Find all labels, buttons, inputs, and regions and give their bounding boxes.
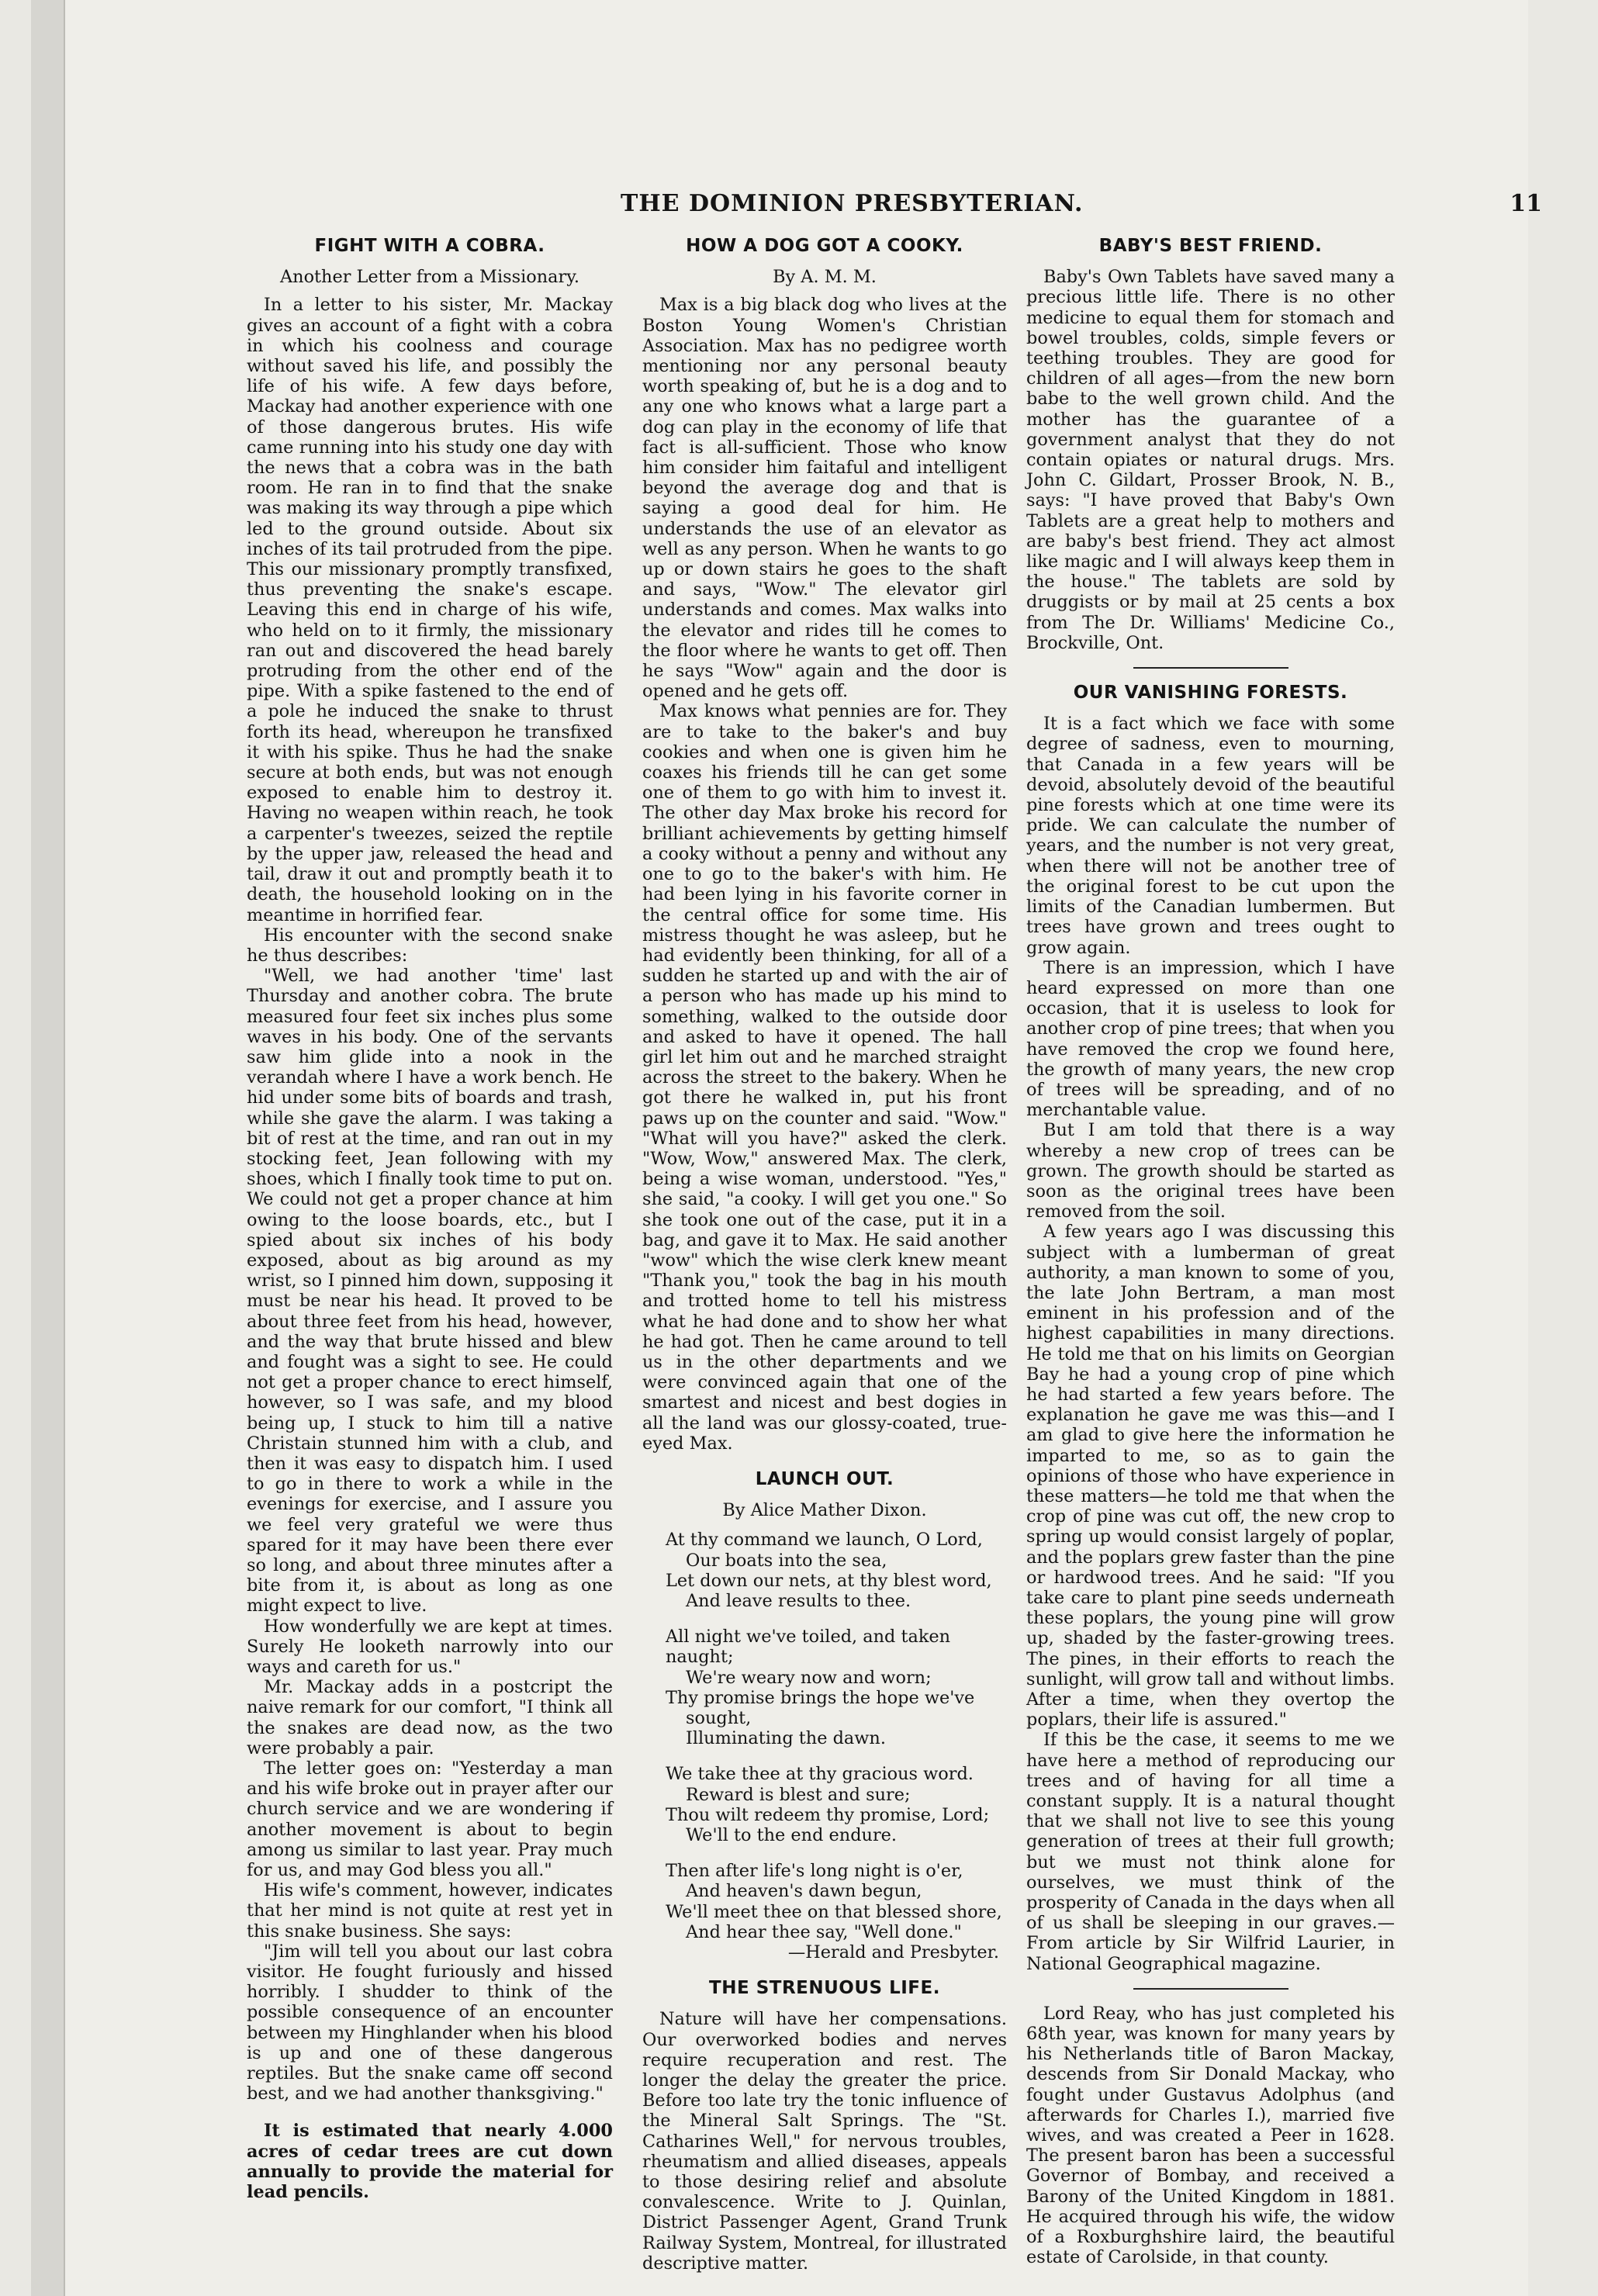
paragraph: It is a fact which we face with some degree of sadness, even to mourning, that Canada in a few years will be devoid, absolutely devoid of the beautiful pine forests which at one time were its pride. We can calculate the number of years, and the number is not very great, when there will not be another tree of the original forest to be cut upon the limits of the Canadian lumbermen. But trees have grown and trees ought to grow again. xyxy=(1026,714,1395,958)
column-1 xyxy=(247,229,613,2215)
stanza xyxy=(666,1764,1007,1845)
poem-line: We take thee at thy gracious word. xyxy=(666,1764,974,1785)
page-header xyxy=(264,190,1598,229)
paragraph: His wife's comment, however, indicates that her mind is not quite at rest yet in this snake business. She says: xyxy=(247,1880,613,1942)
poem-line: Then after life's long night is o'er, xyxy=(666,1861,963,1882)
poem-line: We're weary now and worn; xyxy=(686,1667,932,1688)
poem-credit: —Herald and Presbyter. xyxy=(787,1942,999,1963)
paragraph: Mr. Mackay adds in a postcript the naive remark for our comfort, "I think all the snakes are dead now, as the two were probably a pair. xyxy=(247,1677,613,1758)
poem-line: Thou wilt redeem thy promise, Lord; xyxy=(666,1804,990,1825)
stanza xyxy=(666,1861,1007,1962)
poem-line: And heaven's dawn begun, xyxy=(686,1881,922,1902)
stanza xyxy=(666,1530,1007,1611)
poem-title: LAUNCH OUT. xyxy=(755,1468,894,1489)
poem-line: And leave results to thee. xyxy=(686,1591,911,1611)
byline: By A. M. M. xyxy=(773,267,877,288)
newspaper-page xyxy=(31,0,1542,2296)
article-title-baby: BABY'S BEST FRIEND. xyxy=(1098,236,1323,256)
poem-line: Illuminating the dawn. xyxy=(686,1728,886,1749)
poem-line: sought, xyxy=(686,1708,752,1729)
divider-rule xyxy=(1133,1988,1288,1990)
paragraph: "Jim will tell you about our last cobra visitor. He fought furiously and hissed horribly. I shudder to think of the possible consequence of an encounter between my Hinghlander when his blood is up and one of these dangerous reptiles. But the snake came off second best, and we had another thanksgiving." xyxy=(247,1941,613,2104)
article-title-strenuous: THE STRENUOUS LIFE. xyxy=(709,1978,940,1999)
poem-line: Thy promise brings the hope we've xyxy=(666,1687,975,1708)
paragraph: But I am told that there is a way whereby a new crop of trees can be grown. The growth should be started as soon as the original trees have been removed from the soil. xyxy=(1026,1120,1395,1222)
poem-line: Our boats into the sea, xyxy=(686,1550,887,1571)
page-number: 11 xyxy=(1510,190,1542,217)
binding-edge xyxy=(31,0,65,2296)
paragraph: Max knows what pennies are for. They are to take to the baker's and buy cookies and when one is given him he coaxes his friends till he can get some one of them to go with him to invest it. The other day Max broke his record for brilliant achievements by getting himself a cooky without a penny and without any one to go to the baker's with him. He had been lying in his favorite corner in the central office for some time. His mistress thought he was asleep, but he had evidently been thinking, for all of a sudden he started up and with the air of a person who has made up his mind to something, walked to the outside door and asked to have it opened. The hall girl let him out and he marched straight across the street to the bakery. When he got there he walked in, put his front paws up on the counter and said. "Wow." "What will you have?" asked the clerk. "Wow, Wow," answered Max. The clerk, being a wise woman, understood. "Yes," she said, "a cooky. I will get you one." So she took one out of the case, put it in a bag, and gave it to Max. He said another "wow" which the wise clerk knew meant "Thank you," took the bag in his mouth and trotted home to tell his mistress what he had done and to show her what he had got. Then he came around to tell us in the other departments and we were convinced again that one of the smartest and nicest and best dogies in all the land was our glossy-coated, true-eyed Max. xyxy=(642,701,1007,1454)
paragraph: In a letter to his sister, Mr. Mackay gives an account of a fight with a cobra in which his coolness and courage without saved his life, and possibly the life of his wife. A few days before, Mackay had another experience with one of those dangerous brutes. His wife came running into his study one day with the news that a cobra was in the bath room. He ran in to find that the snake was making its way through a pipe which led to the ground outside. About six inches of its tail protruded from the pipe. This our missionary promptly transfixed, thus preventing the snake's escape. Leaving this end in charge of his wife, who held on to it firmly, the missionary ran out and discovered the head barely protruding from the other end of the pipe. With a spike fastened to the end of a pole he induced the snake to thrust forth its head, whereupon he transfixed it with his spike. Thus he had the snake secure at both ends, but was not enough exposed to enable him to destroy it. Having no weapen within reach, he took a carpenter's tweezes, seized the reptile by the upper jaw, released the head and tail, draw it out and promptly beath it to death, the household looking on in the meantime in horrified fear. xyxy=(247,295,613,925)
paragraph: How wonderfully we are kept at times. Surely He looketh narrowly into our ways and careth for us." xyxy=(247,1616,613,1678)
paragraph: If this be the case, it seems to me we have here a method of reproducing our trees and of having for all time a constant supply. It is a natural thought that we shall not live to see this young generation of trees at their full growth; but we must not think alone for ourselves, we must think of the prosperity of Canada in the days when all of us shall be sleeping in our graves.—From article by Sir Wilfrid Laurier, in National Geographical magazine. xyxy=(1026,1730,1395,1974)
poem-line: Reward is blest and sure; xyxy=(686,1784,911,1805)
paragraph: Nature will have her compensations. Our overworked bodies and nerves require recuperation and rest. The longer the delay the greater the price. Before too late try the tonic influence of the Mineral Salt Springs. The "St. Catharines Well," for nervous troubles, rheumatism and allied diseases, appeals to those desiring relief and absolute convalescence. Write to J. Quinlan, District Passenger Agent, Grand Trunk Railway System, Montreal, for illustrated descriptive matter. xyxy=(642,2009,1007,2274)
poem-line: We'll to the end endure. xyxy=(686,1825,898,1846)
article-title-cobra: FIGHT WITH A COBRA. xyxy=(314,236,545,256)
stanza xyxy=(666,1627,1007,1748)
poem-line: And hear thee say, "Well done." xyxy=(686,1921,962,1942)
paragraph: The letter goes on: "Yesterday a man and his wife broke out in prayer after our church service and we are wondering if another movement is about to begin among us similar to last year. Pray much for us, and may God bless you all." xyxy=(247,1758,613,1881)
filler-note: It is estimated that nearly 4.000 acres of cedar trees are cut down annually to provide the material for lead pencils. xyxy=(247,2121,613,2203)
column-2 xyxy=(642,229,1007,2274)
paragraph: Max is a big black dog who lives at the Boston Young Women's Christian Association. Max has no pedigree worth mentioning nor any personal beauty worth speaking of, but he is a dog and to any one who knows what a large part a dog can play in the economy of life that fact is all-sufficient. Those who know him consider him faitaful and intelligent beyond the average dog and that is saying a good deal for him. He understands the use of an elevator as well as any person. When he wants to go up or down stairs he goes to the shaft and says, "Wow." The elevator girl understands and comes. Max walks into the elevator and rides till he comes to the floor where he wants to get off. Then he says "Wow" again and the door is opened and he gets off. xyxy=(642,295,1007,702)
paragraph: "Well, we had another 'time' last Thursday and another cobra. The brute measured four feet six inches plus some waves in his body. One of the servants saw him glide into a nook in the verandah where I have a work bench. He hid under some bits of boards and trash, while she gave the alarm. I was taking a bit of rest at the time, and ran out in my stocking feet, Jean following with my shoes, which I finally took time to put on. We could not get a proper chance at him owing to the loose boards, etc., but I spied about six inches of his body exposed, about as big around as my wrist, so I pinned him down, supposing it must be near his head. It proved to be about three feet from his head, however, and the way that brute hissed and blew and fought was a sight to see. He could not get a proper chance to erect himself, however, so I was safe, and my blood being up, I stuck to him till a native Christain stunned him with a club, and then it was easy to dispatch him. I used to go in there to work a while in the evenings for exercise, and I assure you we feel very grateful we were thus spared for it may have been there ever so long, and about three minutes after a bite from it, is about as long as one might expect to live. xyxy=(247,966,613,1617)
poem xyxy=(642,1530,1007,1962)
paragraph: Lord Reay, who has just completed his 68th year, was known for many years by his Netherlands title of Baron Mackay, descends from Sir Donald Mackay, who fought under Gustavus Adolphus (and afterwards for Charles I.), married five wives, and was created a Peer in 1628. The present baron has been a successful Governor of Bombay, and received a Barony of the United Kingdom in 1881. He acquired through his wife, the widow of a Roxburghshire laird, the beautiful estate of Carolside, in that county. xyxy=(1026,2003,1395,2268)
article-title-dog: HOW A DOG GOT A COOKY. xyxy=(686,236,963,256)
poem-line: All night we've toiled, and taken naught; xyxy=(666,1627,951,1668)
paragraph: A few years ago I was discussing this subject with a lumberman of great authority, a man known to some of you, the late John Bertram, a man most eminent in his profession and of the highest capabilities in many directions. He told me that on his limits on Georgian Bay he had a young crop of pine which he had started a few years before. The explanation he gave me was this—and I am glad to give here the information he imparted to me, so as to gain the opinions of those who have experience in these matters—he told me that when the crop of pine was cut off, the new crop to spring up would consist largely of poplar, and the poplars grew faster than the pine or hardwood trees. And he said: "If you take care to plant pine seeds underneath these poplars, the young pine will grow up, shaded by the faster-growing trees. The pines, in their efforts to reach the sunlight, will grow tall and without limbs. After a time, when they overtop the poplars, their life is assured." xyxy=(1026,1222,1395,1731)
article-title-forests: OUR VANISHING FORESTS. xyxy=(1073,683,1348,704)
article-subtitle: Another Letter from a Missionary. xyxy=(279,267,579,288)
divider-rule xyxy=(1133,667,1288,669)
column-3 xyxy=(1026,229,1395,2268)
poem-line: We'll meet thee on that blessed shore, xyxy=(666,1901,1002,1922)
paragraph: His encounter with the second snake he thus describes: xyxy=(247,925,613,966)
poem-byline: By Alice Mather Dixon. xyxy=(722,1500,927,1521)
masthead: THE DOMINION PRESBYTERIAN. xyxy=(621,190,1084,217)
poem-line: Let down our nets, at thy blest word, xyxy=(666,1570,992,1591)
paragraph: Baby's Own Tablets have saved many a precious little life. There is no other medicine to equal them for stomach and bowel troubles, colds, simple fevers or teething troubles. They are good for children of all ages—from the new born babe to the well grown child. And the mother has the guarantee of a government analyst that they do not contain opiates or natural drugs. Mrs. John C. Gildart, Prosser Brook, N. B., says: "I have proved that Baby's Own Tablets are a great help to mothers and are baby's best friend. They act almost like magic and I will always keep them in the house." The tablets are sold by druggists or by mail at 25 cents a box from The Dr. Williams' Medicine Co., Brockville, Ont. xyxy=(1026,267,1395,653)
paragraph: There is an impression, which I have heard expressed on more than one occasion, that it is useless to look for another crop of pine trees; that when you have removed the crop we found here, the growth of many years, the new crop of trees will be spreading, and of no merchantable value. xyxy=(1026,957,1395,1121)
poem-line: At thy command we launch, O Lord, xyxy=(666,1530,983,1551)
